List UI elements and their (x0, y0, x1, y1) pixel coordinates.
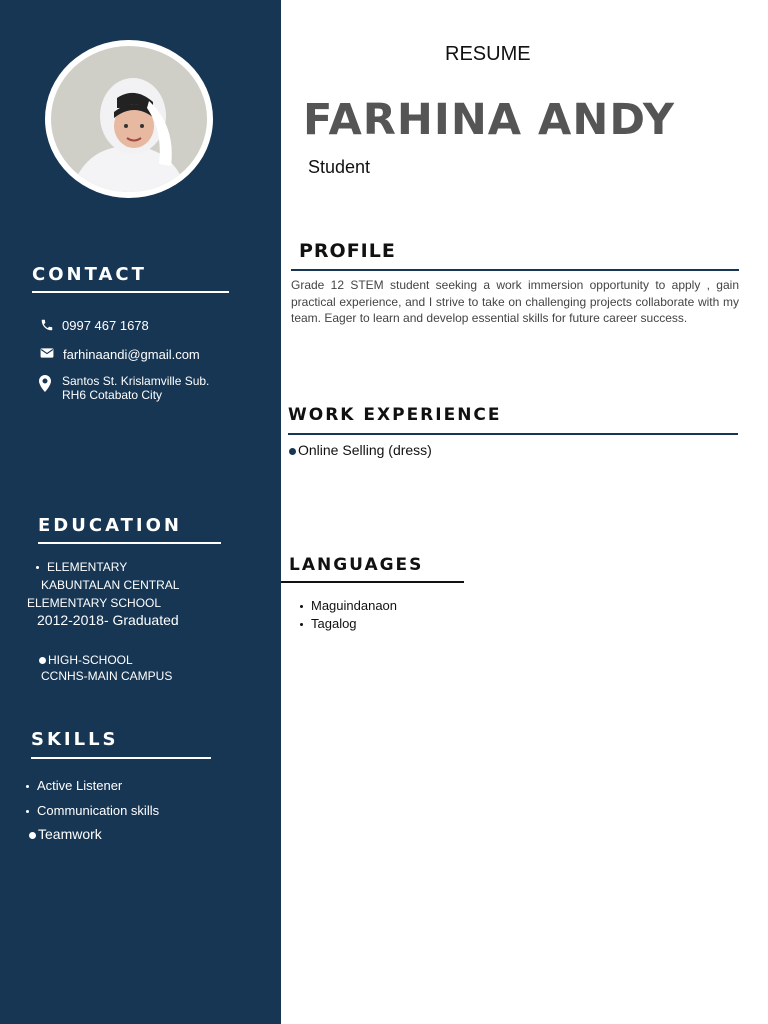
contact-address-line2: RH6 Cotabato City (62, 388, 163, 402)
profile-heading: PROFILE (299, 240, 396, 262)
work-item-text: Online Selling (dress) (298, 442, 432, 458)
contact-divider (32, 291, 229, 293)
education-elementary-years: 2012-2018- Graduated (37, 612, 179, 628)
education-elementary-school-line1: KABUNTALAN CENTRAL (41, 578, 180, 592)
bullet (26, 785, 29, 788)
education-elementary-level (36, 560, 127, 574)
skill-item (26, 803, 159, 818)
person-name: FARHINA ANDY (303, 95, 676, 145)
education-elementary-level-text: ELEMENTARY (47, 560, 128, 574)
location-pin-icon (39, 375, 51, 392)
skills-divider (31, 757, 211, 759)
skill-item (29, 826, 102, 842)
skill-item-text: Teamwork (38, 826, 102, 842)
skill-item-text: Active Listener (37, 778, 123, 793)
profile-divider (291, 269, 739, 271)
education-heading: EDUCATION (38, 515, 182, 536)
education-divider (38, 542, 221, 544)
profile-text: Grade 12 STEM student seeking a work immersion opportunity to apply , gain practical experience, and I strive to take on challenging projects collaborate with my team. Eager to learn and develop essential skills for future career success. (291, 278, 739, 325)
profile-photo-illustration (51, 46, 207, 192)
bullet (36, 566, 39, 569)
contact-phone: 0997 467 1678 (62, 318, 149, 333)
contact-email: farhinaandi@gmail.com (63, 347, 200, 362)
bullet (300, 623, 303, 626)
language-item (300, 616, 357, 631)
language-item-text: Tagalog (311, 616, 357, 631)
bullet (39, 657, 46, 664)
education-highschool-level-text: HIGH-SCHOOL (48, 653, 133, 667)
education-elementary-school-line2: ELEMENTARY SCHOOL (27, 596, 162, 610)
profile-photo (45, 40, 213, 198)
work-experience-heading: WORK EXPERIENCE (288, 405, 502, 425)
work-item (289, 442, 432, 458)
languages-heading: LANGUAGES (289, 555, 424, 575)
work-experience-divider (288, 433, 738, 435)
sidebar (0, 0, 281, 1024)
document-label: RESUME (445, 43, 531, 65)
bullet (26, 810, 29, 813)
email-icon (40, 347, 54, 359)
skill-item (26, 778, 122, 793)
contact-address-line1: Santos St. Krislamville Sub. (62, 374, 210, 388)
main-content (281, 0, 768, 1024)
bullet (29, 832, 36, 839)
language-item-text: Maguindanaon (311, 598, 398, 613)
education-highschool-school: CCNHS-MAIN CAMPUS (41, 669, 173, 683)
bullet (289, 448, 296, 455)
bullet (300, 605, 303, 608)
languages-divider (281, 581, 464, 583)
language-item (300, 598, 397, 613)
skills-heading: SKILLS (31, 729, 119, 750)
person-role: Student (308, 157, 371, 177)
education-highschool-level (39, 653, 133, 667)
phone-icon (40, 318, 54, 332)
skill-item-text: Communication skills (37, 803, 160, 818)
contact-heading: CONTACT (32, 264, 147, 285)
